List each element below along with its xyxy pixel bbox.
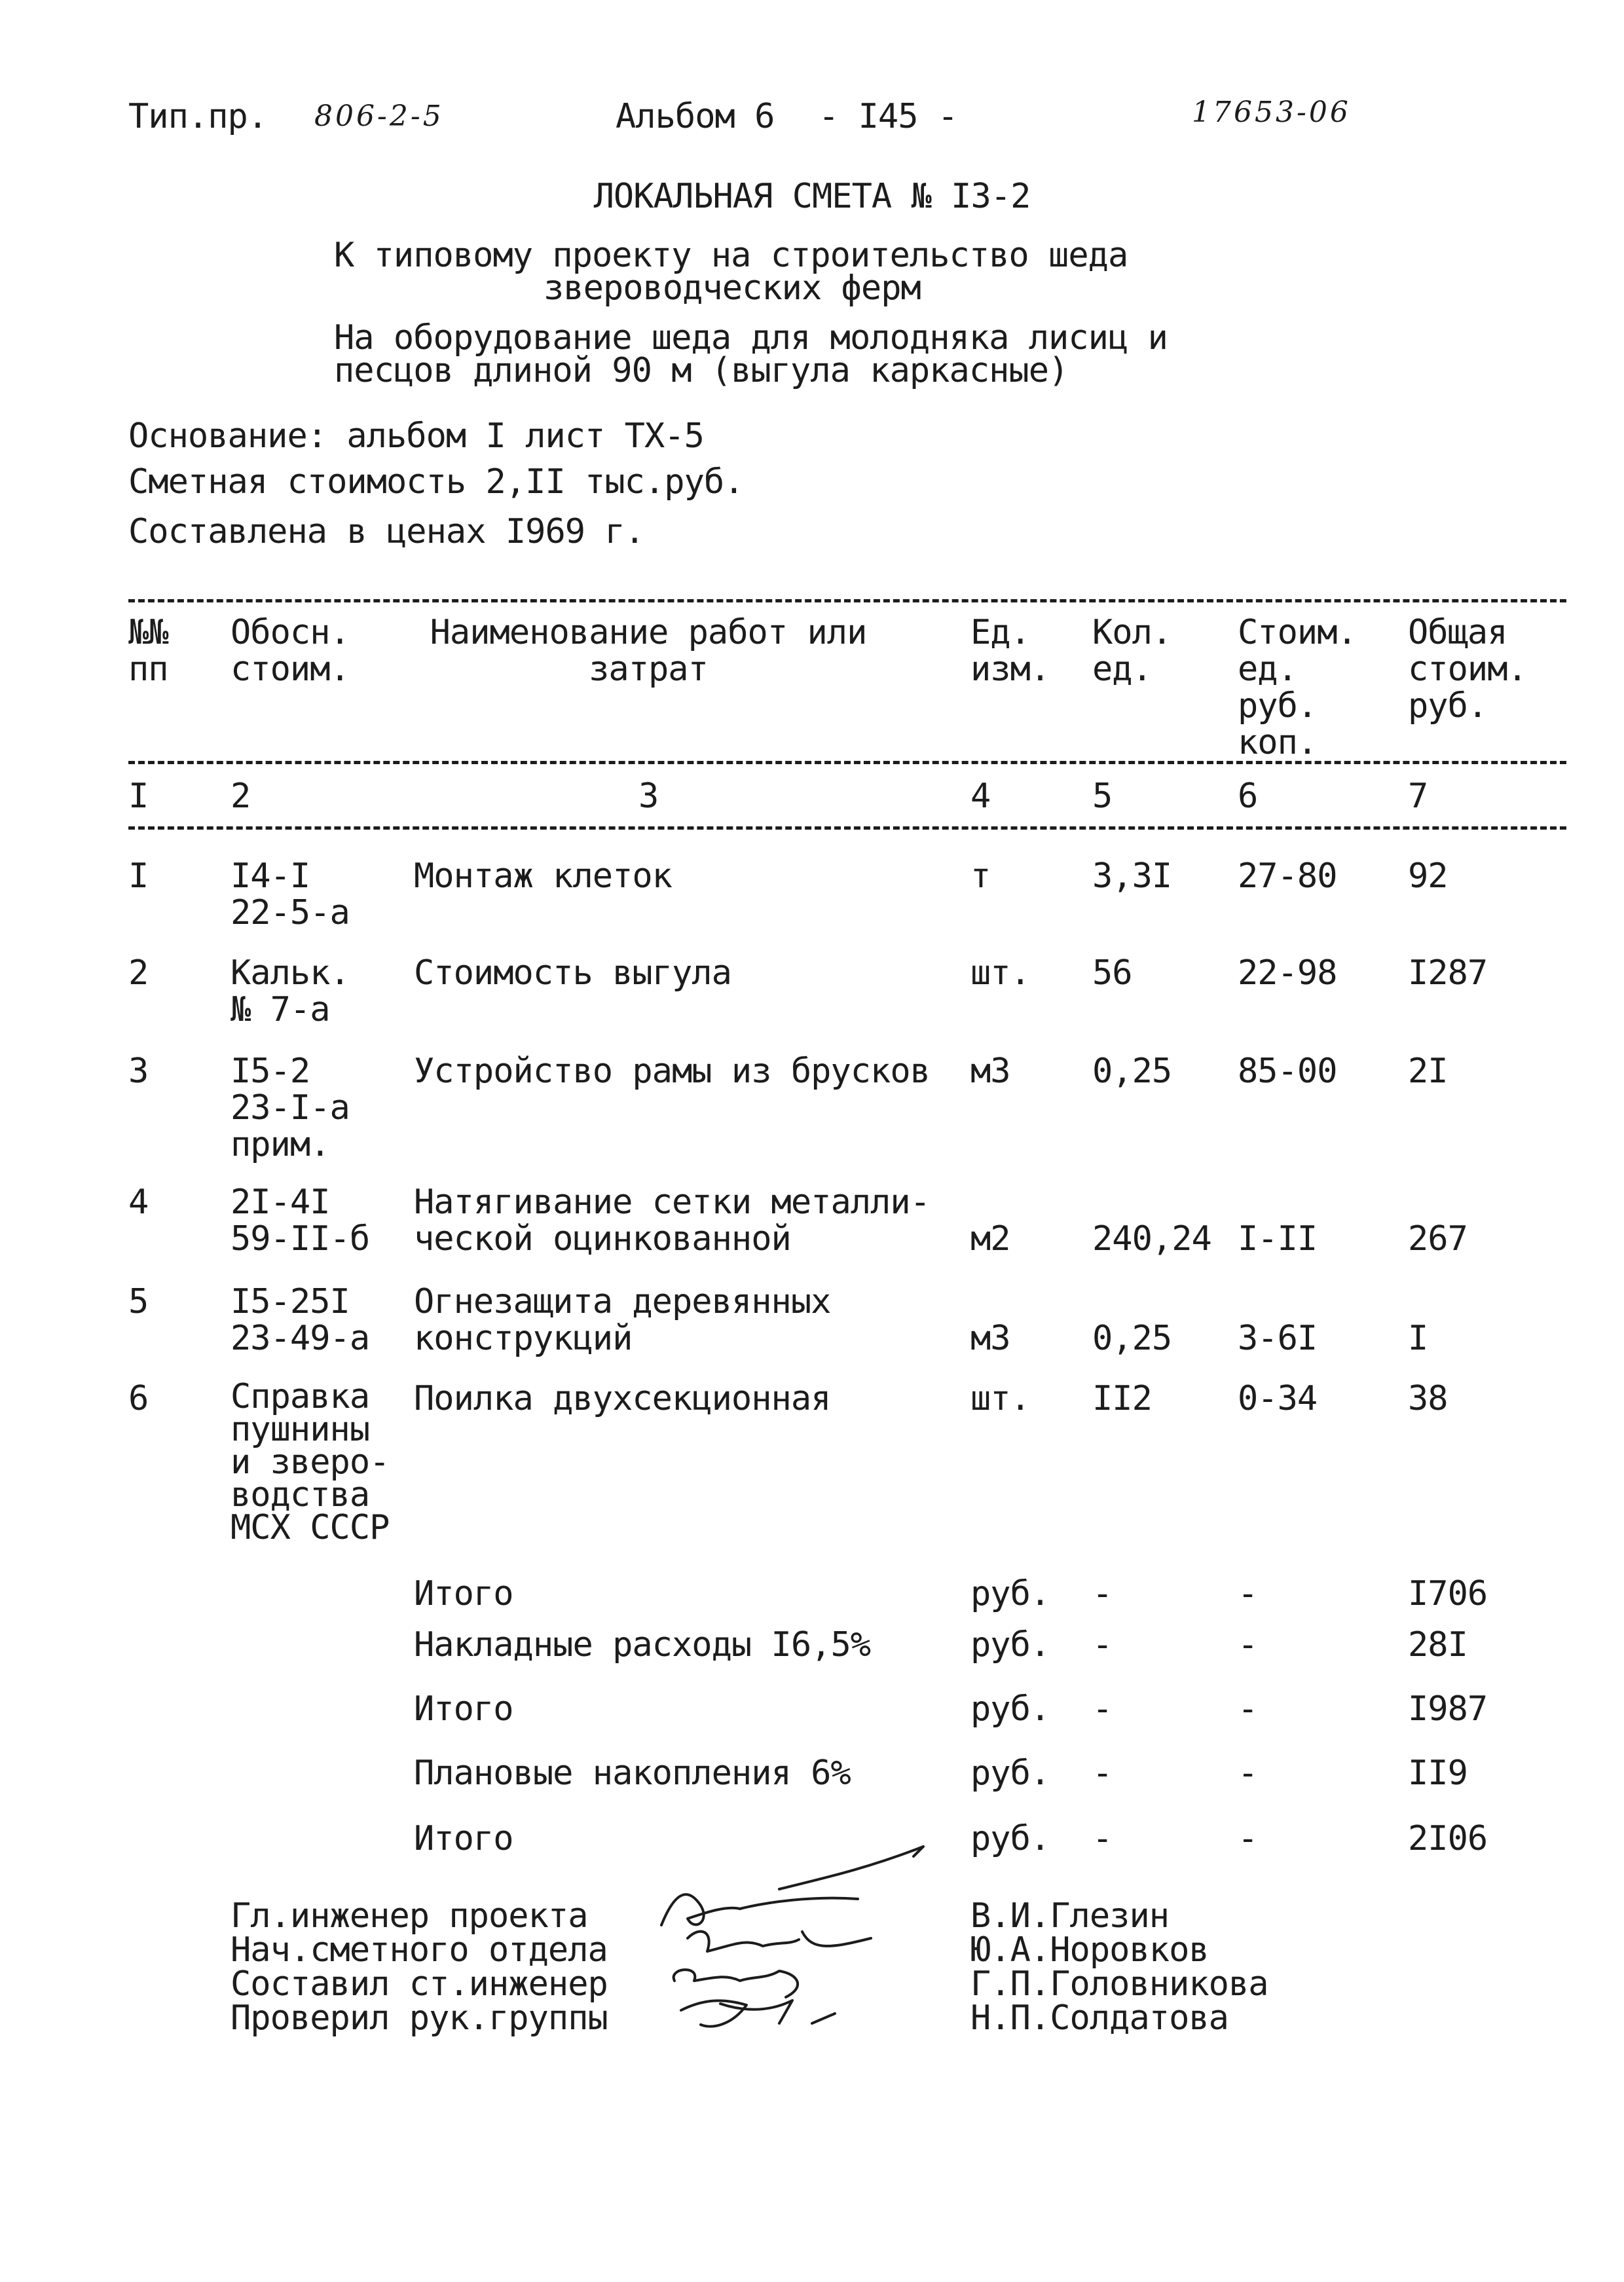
summary-total: II9 [1408, 1754, 1467, 1793]
summary-label: Итого [414, 1819, 513, 1858]
row-total: 267 [1408, 1219, 1467, 1259]
row-basis: I5-2 23-I-а прим. [231, 1052, 350, 1164]
summary-unit: руб. [970, 1819, 1050, 1858]
row-name: Натягивание сетки металли- ческой оцинкованной [414, 1183, 930, 1259]
row-basis: I5-25I 23-49-а [231, 1282, 370, 1358]
row-total: 38 [1408, 1379, 1448, 1418]
name-norovkov: Ю.А.Норовков [970, 1930, 1209, 1970]
row-number: 3 [128, 1052, 149, 1091]
header-col-2: Обосн. стоим. [231, 613, 350, 689]
header-col-3: Наименование работ или затрат [430, 613, 867, 689]
album-label: Альбом 6 [616, 97, 775, 136]
title-line-4: песцов длиной 90 м (выгула каркасные) [334, 351, 1069, 390]
table-top-rule [128, 599, 1566, 602]
page-number: - I45 - [819, 97, 958, 136]
col-number-7: 7 [1408, 777, 1428, 816]
tip-code: 806-2-5 [314, 100, 444, 133]
row-name: Стоимость выгула [414, 953, 731, 993]
header-col-7: Общая стоим. руб. [1408, 613, 1527, 726]
summary-total: 2I06 [1408, 1819, 1488, 1858]
summary-price: - [1238, 1819, 1258, 1858]
summary-label: Плановые накопления 6% [414, 1754, 851, 1793]
row-qty: 240,24 [1092, 1219, 1211, 1259]
row-number: 2 [128, 953, 149, 993]
summary-total: I987 [1408, 1689, 1488, 1729]
role-compiler: Составил ст.инженер [231, 1964, 608, 2004]
row-qty: 56 [1092, 953, 1132, 993]
row-unit: м3 [970, 1319, 1010, 1358]
row-number: 6 [128, 1379, 149, 1418]
header-col-4: Ед. изм. [970, 613, 1050, 689]
row-qty: 0,25 [1092, 1319, 1172, 1358]
col-number-4: 4 [970, 777, 991, 816]
summary-qty: - [1092, 1574, 1113, 1613]
row-basis: I4-I 22-5-а [231, 856, 350, 932]
basis-line: Основание: альбом I лист ТХ-5 [128, 416, 704, 456]
row-name: Поилка двухсекционная [414, 1379, 831, 1418]
row-qty: 3,3I [1092, 856, 1172, 896]
summary-price: - [1238, 1625, 1258, 1665]
row-qty: 0,25 [1092, 1052, 1172, 1091]
header-col-6: Стоим. ед. руб. коп. [1238, 613, 1357, 762]
summary-price: - [1238, 1689, 1258, 1729]
row-total: I [1408, 1319, 1428, 1358]
summary-label: Итого [414, 1689, 513, 1729]
header-col-5: Кол. ед. [1092, 613, 1172, 689]
tip-label: Тип.пр. [128, 97, 268, 136]
row-total: 92 [1408, 856, 1448, 896]
handwritten-signatures [648, 1833, 950, 2050]
summary-unit: руб. [970, 1625, 1050, 1665]
estimate-title: ЛОКАЛЬНАЯ СМЕТА № I3-2 [593, 177, 1031, 216]
row-unit-price: 0-34 [1238, 1379, 1318, 1418]
cost-line: Сметная стоимость 2,II тыс.руб. [128, 462, 744, 502]
row-unit-price: I-II [1238, 1219, 1318, 1259]
summary-total: 28I [1408, 1625, 1467, 1665]
col-number-3: 3 [638, 777, 659, 816]
row-name: Устройство рамы из брусков [414, 1052, 930, 1091]
row-unit: шт. [970, 953, 1030, 993]
summary-unit: руб. [970, 1689, 1050, 1729]
row-unit-price: 85-00 [1238, 1052, 1337, 1091]
row-total: 2I [1408, 1052, 1448, 1091]
title-line-2: звероводческих ферм [544, 268, 921, 308]
name-glezin: В.И.Глезин [970, 1896, 1170, 1936]
name-golovnikova: Г.П.Головникова [970, 1964, 1268, 2004]
role-checker: Проверил рук.группы [231, 1998, 608, 2038]
summary-unit: руб. [970, 1574, 1050, 1613]
prices-line: Составлена в ценах I969 г. [128, 512, 644, 551]
summary-label: Итого [414, 1574, 513, 1613]
row-unit: шт. [970, 1379, 1030, 1418]
title-line-3: На оборудование шеда для молодняка лисиц и [334, 318, 1168, 358]
signature-names [970, 1896, 1268, 2038]
column-numbers-rule [128, 826, 1566, 830]
row-qty: II2 [1092, 1379, 1152, 1418]
row-unit: м3 [970, 1052, 1010, 1091]
summary-qty: - [1092, 1625, 1113, 1665]
row-basis: Справка пушнины и зверо- водства МСХ СССР [231, 1377, 390, 1547]
row-number: I [128, 856, 149, 896]
row-name: Огнезащита деревянных конструкций [414, 1282, 831, 1358]
col-number-1: I [128, 777, 149, 816]
document-number: 17653-06 [1192, 96, 1351, 129]
row-basis: 2I-4I 59-II-б [231, 1183, 370, 1259]
row-unit-price: 27-80 [1238, 856, 1337, 896]
summary-price: - [1238, 1574, 1258, 1613]
summary-qty: - [1092, 1754, 1113, 1793]
col-number-2: 2 [231, 777, 251, 816]
role-estimate-head: Нач.сметного отдела [231, 1930, 608, 1970]
summary-total: I706 [1408, 1574, 1488, 1613]
summary-price: - [1238, 1754, 1258, 1793]
row-unit-price: 22-98 [1238, 953, 1337, 993]
summary-unit: руб. [970, 1754, 1050, 1793]
row-total: I287 [1408, 953, 1488, 993]
title-line-1: К типовому проекту на строительство шеда [334, 236, 1128, 275]
col-number-6: 6 [1238, 777, 1258, 816]
col-number-5: 5 [1092, 777, 1113, 816]
name-soldatova: Н.П.Солдатова [970, 1998, 1228, 2038]
row-name: Монтаж клеток [414, 856, 672, 896]
summary-qty: - [1092, 1819, 1113, 1858]
role-chief-engineer: Гл.инженер проекта [231, 1896, 588, 1936]
row-number: 5 [128, 1282, 149, 1321]
row-basis: Кальк. № 7-а [231, 953, 350, 1029]
header-bottom-rule [128, 761, 1566, 764]
row-number: 4 [128, 1183, 149, 1222]
row-unit: т [970, 856, 991, 896]
signature-roles [231, 1896, 608, 2038]
header-col-1: №№ пп [128, 613, 168, 689]
summary-qty: - [1092, 1689, 1113, 1729]
row-unit: м2 [970, 1219, 1010, 1259]
row-unit-price: 3-6I [1238, 1319, 1318, 1358]
summary-label: Накладные расходы I6,5% [414, 1625, 871, 1665]
